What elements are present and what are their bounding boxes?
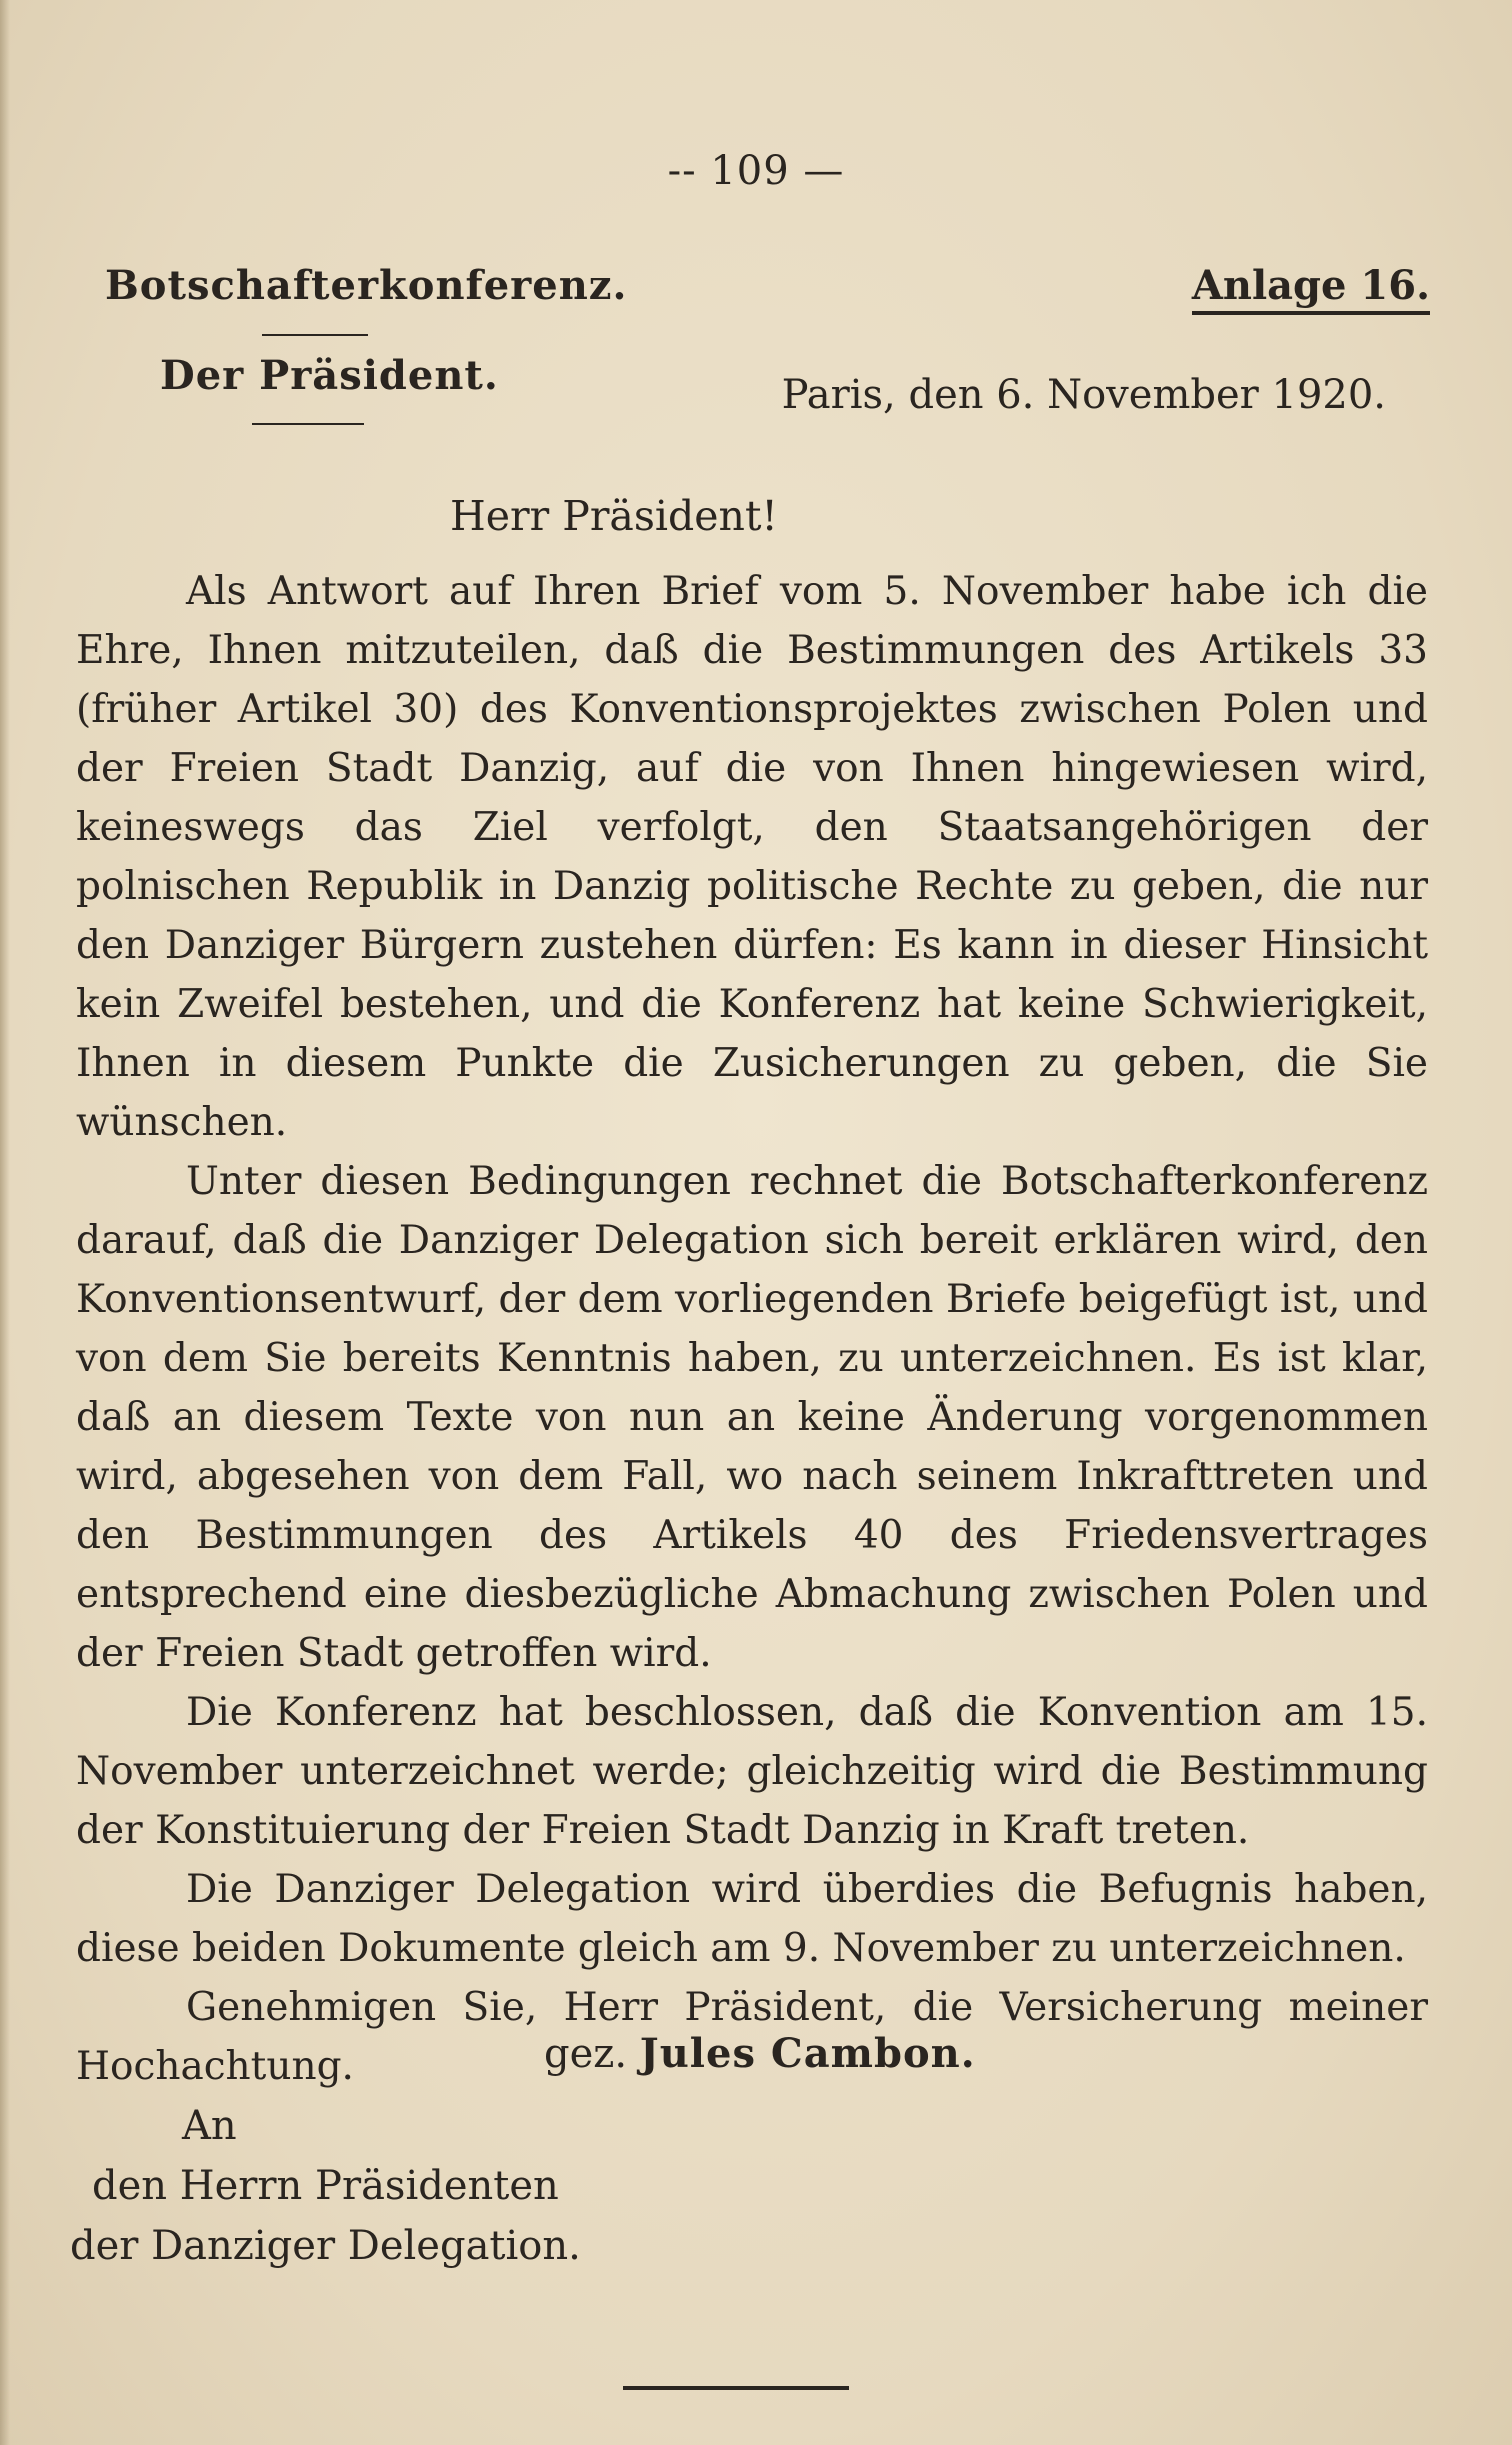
dateline: Paris, den 6. November 1920. (781, 372, 1386, 418)
recipient-address (70, 2096, 581, 2276)
header-divider (262, 334, 368, 336)
footer-divider (623, 2386, 849, 2390)
paragraph: Die Konferenz hat beschlossen, daß die Konvention am 15. November unterzeichnet werde; gleichzeitig wird die Bestimmung der Konstituierung der Freien Stadt Danzig in Kraft treten. (76, 1690, 1428, 1853)
address-line: An (182, 2103, 237, 2149)
signatory-name: Jules Cambon. (639, 2030, 976, 2077)
page-binding-shadow (0, 0, 10, 2445)
salutation: Herr Präsident! (450, 492, 778, 540)
paragraph: Unter diesen Bedingungen rechnet die Botschafterkonferenz darauf, daß die Danziger Delegation sich bereit erklären wird, den Konventionsentwurf, der dem vorliegenden Briefe beigefügt ist, und von dem Sie bereits Kenntnis haben, zu unterzeichnen. Es ist klar, daß an diesem Texte von nun an keine Änderung vorgenommen wird, abgesehen von dem Fall, wo nach seinem Inkrafttreten und den Bestimmungen des Artikels 40 des Friedensvertrages entsprechend eine diesbezügliche Abmachung zwischen Polen und der Freien Stadt getroffen wird. (76, 1159, 1429, 1676)
address-line: den Herrn Präsidenten (92, 2163, 559, 2209)
sender-title: Der Präsident. (160, 352, 499, 399)
signature-prefix: gez. (544, 2031, 628, 2077)
paragraph: Die Danziger Delegation wird überdies die Befugnis haben, diese beiden Dokumente gleich am 9. November zu unterzeichnen. (76, 1867, 1428, 1971)
sender-divider (252, 423, 364, 425)
paragraph: Als Antwort auf Ihren Brief vom 5. November habe ich die Ehre, Ihnen mitzuteilen, daß die Bestimmungen des Artikels 33 (früher Artikel 30) des Konventionsprojektes zwischen Polen und der Freien Stadt Danzig, auf die von Ihnen hingewiesen wird, keineswegs das Ziel verfolgt, den Staatsangehörigen der polnischen Republik in Danzig politische Rechte zu geben, die nur den Danziger Bürgern zustehen dürfen: Es kann in dieser Hinsicht kein Zweifel bestehen, und die Konferenz hat keine Schwierigkeit, Ihnen in diesem Punkte die Zusicherungen zu geben, die Sie wünschen. (76, 569, 1428, 1145)
page-number: -- 109 — (667, 148, 845, 194)
signature (544, 2030, 976, 2077)
paragraph: Genehmigen Sie, Herr Präsident, die Versicherung meiner Hochachtung. (76, 1985, 1428, 2089)
header-annex-label: Anlage 16. (1192, 262, 1430, 315)
header-institution: Botschafterkonferenz. (105, 262, 628, 309)
address-line: der Danziger Delegation. (70, 2223, 581, 2269)
letter-body (76, 562, 1428, 2096)
